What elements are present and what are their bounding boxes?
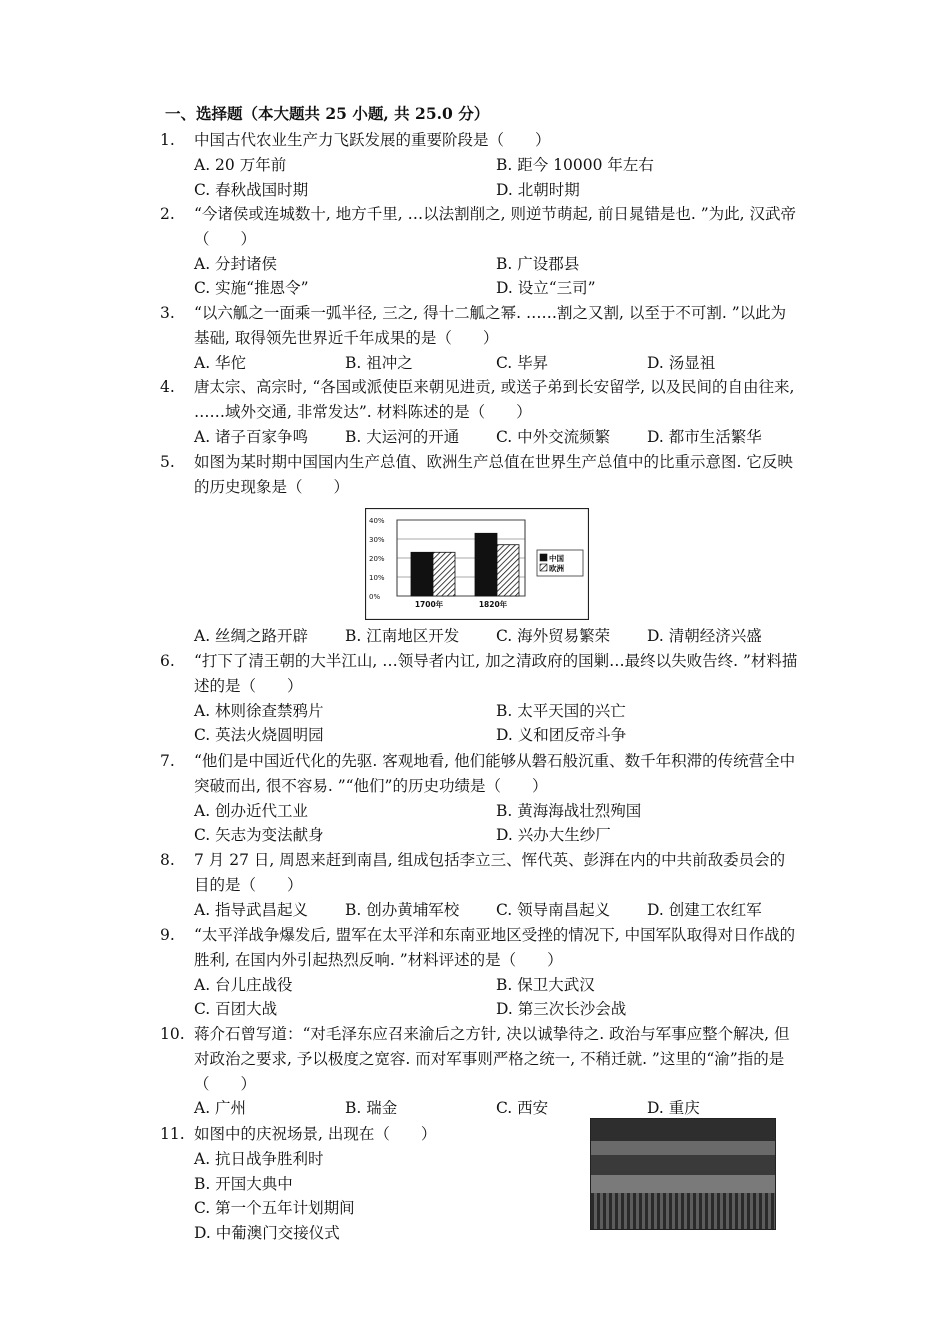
legend-swatch: [540, 554, 547, 561]
option-b[interactable]: B. 创办黄埔军校: [345, 900, 460, 919]
option-a[interactable]: A. 创办近代工业: [194, 801, 309, 820]
option-a[interactable]: A. 华佗: [194, 353, 247, 372]
option-a[interactable]: A. 台儿庄战役: [194, 975, 293, 994]
option-c[interactable]: C. 中外交流频繁: [496, 427, 611, 446]
question-number: 6.: [160, 652, 175, 670]
x-tick-label: 1820年: [478, 599, 508, 609]
bar-chart-svg: [365, 508, 589, 620]
question-stem: 中国古代农业生产力飞跃发展的重要阶段是（ ）: [194, 131, 551, 149]
option-d[interactable]: D. 都市生活繁华: [647, 427, 762, 446]
y-tick-label: 40%: [369, 516, 385, 525]
option-b[interactable]: B. 太平天国的兴亡: [496, 701, 626, 720]
options: [194, 252, 800, 302]
option-d[interactable]: D. 义和团反帝斗争: [496, 726, 627, 745]
legend-label: 中国: [549, 553, 564, 563]
option-d[interactable]: D. 北朝时期: [496, 180, 580, 199]
bar-china-0: [411, 552, 433, 596]
option-c[interactable]: C. 矢志为变法献身: [194, 826, 324, 845]
question-number: 5.: [160, 453, 175, 471]
option-a[interactable]: A. 林则徐查禁鸦片: [194, 701, 324, 720]
question-2: [160, 202, 800, 301]
question-4: [160, 375, 800, 449]
question-7: [160, 749, 800, 848]
y-tick-label: 0%: [369, 592, 381, 601]
question-3: [160, 301, 800, 375]
bar-europe-1: [497, 544, 519, 595]
option-a[interactable]: A. 诸子百家争鸣: [194, 427, 309, 446]
question-1: [160, 128, 800, 202]
question-stem: “打下了清王朝的大半江山, …领导者内讧, 加之清政府的国剿…最终以失败告终. ”材料描述的是（ ）: [194, 652, 798, 695]
option-c[interactable]: C. 西安: [496, 1099, 549, 1118]
option-a[interactable]: A. 分封诸侯: [194, 254, 278, 273]
question-stem: “他们是中国近代化的先驱. 客观地看, 他们能够从磐石般沉重、数千年积滞的传统营全中突破而出, 很不容易. ”“他们”的历史功绩是（ ）: [194, 752, 796, 795]
question-number: 1.: [160, 131, 175, 149]
question-number: 9.: [160, 926, 175, 944]
gdp-share-chart: [365, 508, 589, 620]
question-number: 10.: [160, 1025, 185, 1043]
question-stem: “太平洋战争爆发后, 盟军在太平洋和东南亚地区受挫的情况下, 中国军队取得对日作战的胜利, 在国内外引起热烈反响. ”材料评述的是（ ）: [194, 926, 796, 969]
option-b[interactable]: B. 祖冲之: [345, 353, 413, 372]
option-d[interactable]: D. 汤显祖: [647, 353, 716, 372]
options: [194, 153, 800, 203]
question-number: 2.: [160, 205, 175, 223]
option-b[interactable]: B. 广设郡县: [496, 254, 580, 273]
question-number: 4.: [160, 378, 175, 396]
option-b[interactable]: B. 开国大典中: [194, 1174, 293, 1193]
y-tick-label: 20%: [369, 554, 385, 563]
option-c[interactable]: C. 春秋战国时期: [194, 180, 309, 199]
section-title: 一、选择题（本大题共 25 小题, 共 25.0 分）: [165, 104, 490, 123]
option-c[interactable]: C. 毕昇: [496, 353, 549, 372]
options: [194, 699, 800, 749]
option-d[interactable]: D. 兴办大生纱厂: [496, 826, 611, 845]
option-c[interactable]: C. 第一个五年计划期间: [194, 1199, 355, 1218]
option-b[interactable]: B. 保卫大武汉: [496, 975, 595, 994]
question-stem: “以六觚之一面乘一弧半径, 三之, 得十二觚之幂. ……割之又割, 以至于不可割. ”以此为基础, 取得领先世界近千年成果的是（ ）: [194, 304, 787, 347]
option-b[interactable]: B. 瑞金: [345, 1099, 398, 1118]
question-stem: 7 月 27 日, 周恩来赶到南昌, 组成包括李立三、恽代英、彭湃在内的中共前敌委员会的目的是（ ）: [194, 851, 786, 894]
options: [194, 973, 800, 1023]
option-c[interactable]: C. 英法火烧圆明园: [194, 726, 324, 745]
option-c[interactable]: C. 领导南昌起义: [496, 900, 611, 919]
option-d[interactable]: D. 中葡澳门交接仪式: [194, 1224, 340, 1243]
option-d[interactable]: D. 第三次长沙会战: [496, 1000, 627, 1019]
option-c[interactable]: C. 百团大战: [194, 1000, 278, 1019]
option-c[interactable]: C. 海外贸易繁荣: [496, 626, 611, 645]
question-stem: “今诸侯或连城数十, 地方千里, …以法割削之, 则逆节萌起, 前日晁错是也. ”为此, 汉武帝（ ）: [194, 205, 796, 248]
legend-swatch: [540, 564, 547, 571]
question-9: [160, 923, 800, 1022]
option-a[interactable]: A. 20 万年前: [194, 155, 287, 174]
y-tick-label: 30%: [369, 535, 385, 544]
question-stem: 蒋介石曾写道：“对毛泽东应召来渝后之方针, 决以诚挚待之. 政治与军事应整个解决, 但对政治之要求, 予以极度之宽容. 而对军事则严格之统一, 不稍迁就. ”这里的“渝”指的是（ ）: [194, 1025, 790, 1093]
options: [194, 898, 800, 923]
option-d[interactable]: D. 设立“三司”: [496, 279, 596, 298]
option-a[interactable]: A. 广州: [194, 1099, 247, 1118]
option-b[interactable]: B. 距今 10000 年左右: [496, 155, 654, 174]
options: [194, 351, 800, 376]
option-d[interactable]: D. 重庆: [647, 1099, 700, 1118]
option-b[interactable]: B. 黄海海战壮烈殉国: [496, 801, 642, 820]
option-b[interactable]: B. 大运河的开通: [345, 427, 460, 446]
option-d[interactable]: D. 创建工农红军: [647, 900, 762, 919]
bar-china-1: [475, 533, 497, 596]
option-b[interactable]: B. 江南地区开发: [345, 626, 460, 645]
question-number: 3.: [160, 304, 175, 322]
question-8: [160, 848, 800, 922]
question-stem: 唐太宗、高宗时, “各国或派使臣来朝见进贡, 或送子弟到长安留学, 以及民间的自由往来, ……域外交通, 非常发达”. 材料陈述的是（ ）: [194, 378, 795, 421]
option-a[interactable]: A. 丝绸之路开辟: [194, 626, 309, 645]
options: [194, 799, 800, 849]
option-c[interactable]: C. 实施“推恩令”: [194, 279, 309, 298]
bar-europe-0: [433, 552, 455, 596]
option-a[interactable]: A. 指导武昌起义: [194, 900, 309, 919]
question-number: 8.: [160, 851, 175, 869]
options: [194, 624, 800, 649]
question-stem: 如图中的庆祝场景, 出现在（ ）: [194, 1125, 437, 1143]
option-d[interactable]: D. 清朝经济兴盛: [647, 626, 762, 645]
option-a[interactable]: A. 抗日战争胜利时: [194, 1149, 324, 1168]
question-number: 7.: [160, 752, 175, 770]
question-stem: 如图为某时期中国国内生产总值、欧洲生产总值在世界生产总值中的比重示意图. 它反映的历史现象是（ ）: [194, 453, 793, 496]
question-6: [160, 649, 800, 748]
x-tick-label: 1700年: [414, 599, 444, 609]
question-10: [160, 1022, 800, 1121]
celebration-photo: [590, 1118, 776, 1230]
question-5: [160, 450, 800, 648]
y-tick-label: 10%: [369, 573, 385, 582]
question-number: 11.: [160, 1125, 185, 1143]
options: [194, 425, 800, 450]
legend-label: 欧洲: [549, 563, 564, 573]
